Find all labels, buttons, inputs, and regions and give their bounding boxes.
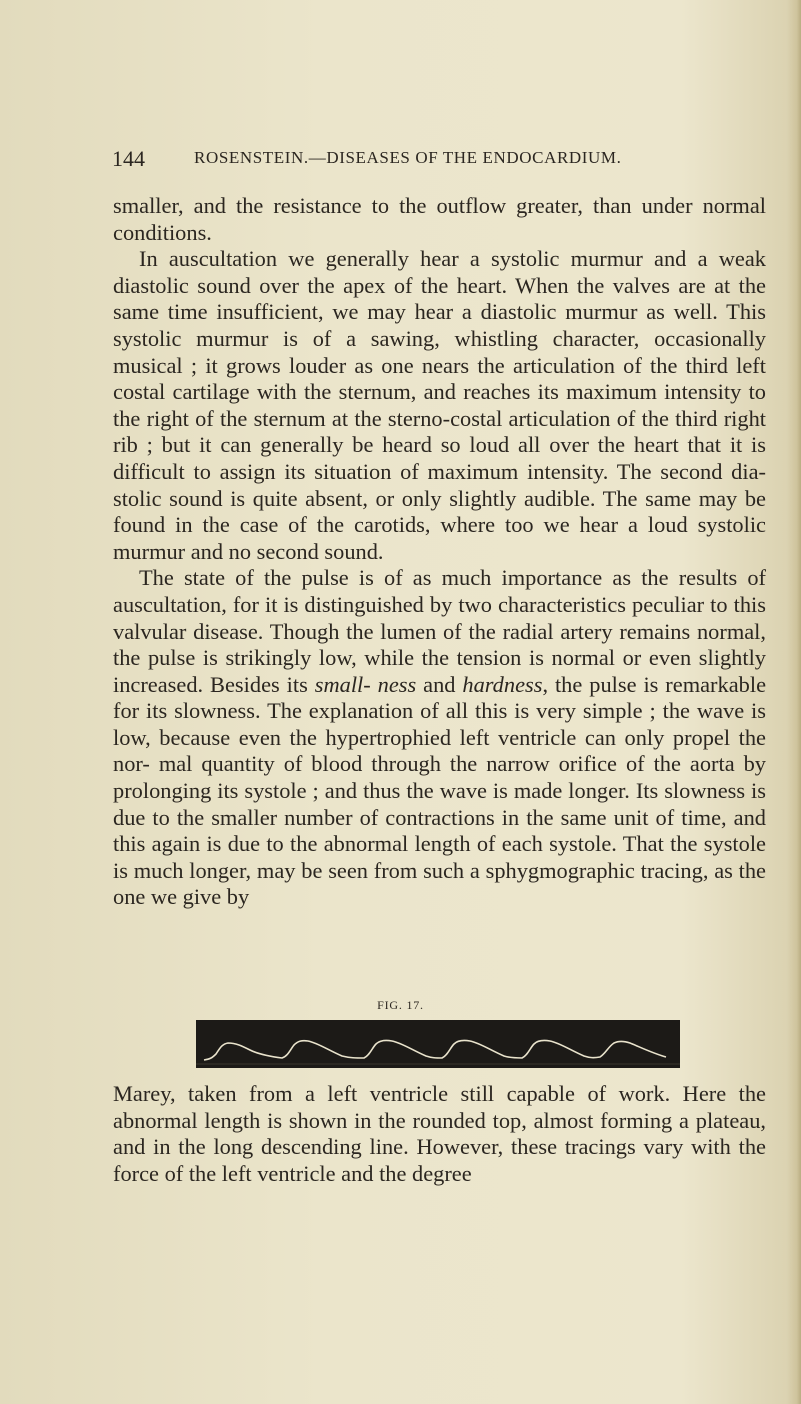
- body-text-lower: [113, 1081, 766, 1187]
- pulse-text-c: , the pulse is remarkable for its slowness. The explanation of all this is very simple ; the wave is low, because even the hypertrophied left ventricle can only propel the nor- mal quantity of blood through the narrow orifice of the aorta by prolonging its systole ; and thus the wave is made longer. Its slowness is due to the smaller number of contractions in the same unit of time, and this again is due to the abnormal length of each systole. That the systole is much longer, may be seen from such a sphygmographic tracing, as the one we give by: [113, 671, 767, 910]
- paragraph-marey: Marey, taken from a left ventricle still capable of work. Here the abnormal length is shown in the rounded top, almost forming a plateau, and in the long descending line. However, these tracings vary with the force of the left ventricle and the degree: [113, 1081, 766, 1186]
- paragraph-continued: smaller, and the resistance to the outflow greater, than under normal conditions.: [113, 193, 766, 245]
- page-edge-shadow: [787, 0, 801, 1404]
- pulse-text-b: and: [416, 671, 463, 697]
- tracing-background: [196, 1020, 680, 1068]
- paragraph-pulse: [113, 565, 766, 911]
- sphygmographic-tracing-figure: [196, 1020, 680, 1068]
- running-header: [112, 146, 762, 170]
- pulse-text-a: The state of the pulse is of as much importance as the results of auscultation, for it is distinguished by two characteristics peculiar to this valvular disease. Though the lumen of the radial artery remains normal, the pulse is strikingly low, while the tension is normal or even slightly increased. Besides its: [113, 565, 766, 697]
- emphasis-smallness: small- ness: [314, 671, 417, 697]
- body-text-upper: [113, 193, 766, 911]
- running-title: ROSENSTEIN.—DISEASES OF THE ENDOCARDIUM.: [194, 148, 622, 167]
- figure-caption: FIG. 17.: [377, 998, 424, 1012]
- page-number: 144: [112, 146, 145, 171]
- emphasis-hardness: hardness: [462, 671, 543, 697]
- paragraph-auscultation: In auscultation we generally hear a systolic murmur and a weak diastolic sound over the apex of the heart. When the valves are at the same time insufficient, we may hear a diastolic murmur as well. This systolic murmur is of a sawing, whistling character, occasionally musical ; it grows louder as one nears the articulation of the third left costal cartilage with the sternum, and reaches its maximum intensity to the right of the sternum at the sterno-costal articulation of the third right rib ; but it can generally be heard so loud all over the heart that it is difficult to assign its situation of maximum intensity. The second dia- stolic sound is quite absent, or only slightly audible. The same may be found in the case of the carotids, where too we hear a loud systolic murmur and no second sound.: [113, 246, 766, 564]
